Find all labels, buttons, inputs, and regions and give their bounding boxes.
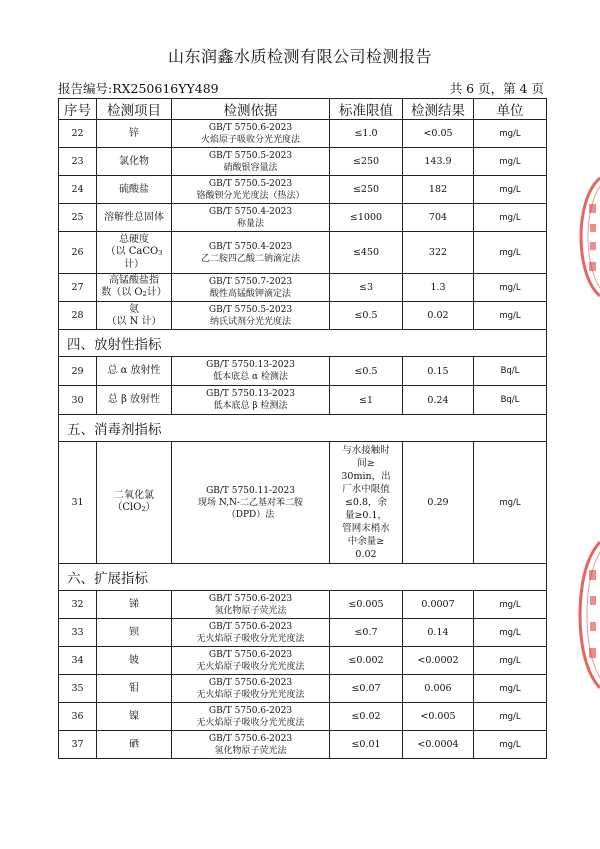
seal-stamp-fragment xyxy=(578,176,600,298)
test-result: 0.15 xyxy=(403,357,474,386)
unit: mg/L xyxy=(474,703,547,731)
section-heading-extended: 六、扩展指标 xyxy=(59,564,547,591)
limit-line: 间≥ xyxy=(357,458,375,469)
basis-method: 无火焰原子吸收分光光度法 xyxy=(196,717,305,728)
basis-standard: GB/T 5750.11-2023 xyxy=(206,485,295,496)
standard-limit: ≤1 xyxy=(330,386,403,415)
header-limit: 标准限值 xyxy=(330,99,403,120)
item-name: 二氧化氯 xyxy=(114,490,154,501)
row-number: 31 xyxy=(59,442,97,564)
table-row xyxy=(59,302,547,330)
test-item: 总 β 放射性 xyxy=(97,386,172,415)
test-result: 704 xyxy=(403,204,474,232)
row-number: 35 xyxy=(59,675,97,703)
table-row xyxy=(59,731,547,759)
basis-standard: GB/T 5750.6-2023 xyxy=(208,122,293,133)
table-row xyxy=(59,591,547,619)
basis-standard: GB/T 5750.7-2023 xyxy=(208,276,293,287)
test-basis xyxy=(172,232,330,274)
standard-limit: ≤0.5 xyxy=(330,357,403,386)
row-number: 22 xyxy=(59,120,97,148)
item-name: 高锰酸盐指 xyxy=(109,275,159,286)
seal-stamp-fragment xyxy=(578,540,600,690)
test-basis xyxy=(172,176,330,204)
standard-limit: ≤0.002 xyxy=(330,647,403,675)
table-row xyxy=(59,675,547,703)
basis-standard: GB/T 5750.6-2023 xyxy=(208,705,293,716)
standard-limit: ≤1000 xyxy=(330,204,403,232)
test-basis xyxy=(172,302,330,330)
standard-limit: ≤0.005 xyxy=(330,591,403,619)
table-row xyxy=(59,357,547,386)
table-row xyxy=(59,148,547,176)
test-result: 0.006 xyxy=(403,675,474,703)
table-row xyxy=(59,619,547,647)
item-qualifier-end: 计） xyxy=(124,259,144,270)
unit: mg/L xyxy=(474,232,547,274)
limit-line: 30min，出 xyxy=(341,471,391,482)
standard-limit: ≤0.5 xyxy=(330,302,403,330)
basis-method: 火焰原子吸收分光光度法 xyxy=(200,134,300,145)
test-item: 镍 xyxy=(97,703,172,731)
test-basis xyxy=(172,619,330,647)
test-result: 0.0007 xyxy=(403,591,474,619)
header-basis: 检测依据 xyxy=(172,99,330,120)
test-result: 0.29 xyxy=(403,442,474,564)
test-basis xyxy=(172,675,330,703)
header-item: 检测项目 xyxy=(97,99,172,120)
item-name: 氨 xyxy=(129,303,139,315)
test-basis xyxy=(172,591,330,619)
test-item: 钡 xyxy=(97,619,172,647)
standard-limit: ≤250 xyxy=(330,148,403,176)
basis-standard: GB/T 5750.6-2023 xyxy=(208,649,293,660)
table-row xyxy=(59,232,547,274)
basis-standard: GB/T 5750.6-2023 xyxy=(208,733,293,744)
report-number: 报告编号:RX250616YY489 xyxy=(58,81,219,96)
basis-standard: GB/T 5750.6-2023 xyxy=(208,593,293,604)
limit-line: 中余量≥ xyxy=(347,536,385,547)
unit: mg/L xyxy=(474,204,547,232)
section-header-row xyxy=(59,330,547,357)
row-number: 29 xyxy=(59,357,97,386)
unit: mg/L xyxy=(474,619,547,647)
basis-standard: GB/T 5750.6-2023 xyxy=(208,621,293,632)
basis-standard: GB/T 5750.6-2023 xyxy=(208,677,293,688)
test-result: 182 xyxy=(403,176,474,204)
unit: mg/L xyxy=(474,675,547,703)
limit-line: 量≥0.1， xyxy=(344,510,388,521)
unit: mg/L xyxy=(474,302,547,330)
standard-limit: ≤250 xyxy=(330,176,403,204)
basis-method: 氢化物原子荧光法 xyxy=(214,605,287,616)
basis-standard: GB/T 5750.13-2023 xyxy=(206,389,295,399)
unit: mg/L xyxy=(474,148,547,176)
results-table xyxy=(58,98,547,759)
section-header-row xyxy=(59,564,547,591)
basis-method: 低本底总 β 检测法 xyxy=(213,401,288,411)
standard-limit: ≤0.07 xyxy=(330,675,403,703)
standard-limit: ≤3 xyxy=(330,274,403,302)
basis-standard: GB/T 5750.4-2023 xyxy=(208,241,293,252)
test-basis xyxy=(172,357,330,386)
basis-method: 铬酸钡分光光度法（热法） xyxy=(196,190,305,201)
test-item: 氯化物 xyxy=(97,148,172,176)
row-number: 34 xyxy=(59,647,97,675)
row-number: 36 xyxy=(59,703,97,731)
section-heading-disinfectant: 五、消毒剂指标 xyxy=(59,415,547,442)
test-item xyxy=(97,302,172,330)
row-number: 24 xyxy=(59,176,97,204)
table-row xyxy=(59,386,547,415)
basis-method: 现场 N,N-二乙基对苯二胺 xyxy=(198,497,303,508)
test-item: 溶解性总固体 xyxy=(97,204,172,232)
item-qualifier: （以 CaCO3 xyxy=(105,246,163,257)
header-seq: 序号 xyxy=(59,99,97,120)
unit: Bq/L xyxy=(474,386,547,415)
test-item: 锑 xyxy=(97,591,172,619)
basis-standard: GB/T 5750.5-2023 xyxy=(208,304,293,315)
table-row xyxy=(59,176,547,204)
basis-method: 乙二胺四乙酸二钠滴定法 xyxy=(200,253,300,264)
test-item xyxy=(97,442,172,564)
basis-standard: GB/T 5750.5-2023 xyxy=(208,178,293,189)
row-number: 27 xyxy=(59,274,97,302)
unit: Bq/L xyxy=(474,357,547,386)
test-basis xyxy=(172,731,330,759)
row-number: 32 xyxy=(59,591,97,619)
test-item: 铍 xyxy=(97,647,172,675)
test-basis xyxy=(172,120,330,148)
test-basis xyxy=(172,204,330,232)
test-item: 硒 xyxy=(97,731,172,759)
basis-method-cont: （DPD）法 xyxy=(226,509,275,520)
item-qualifier: （ClO2） xyxy=(112,502,156,513)
test-result: 0.14 xyxy=(403,619,474,647)
table-row xyxy=(59,120,547,148)
standard-limit: ≤450 xyxy=(330,232,403,274)
standard-limit xyxy=(330,442,403,564)
test-result: <0.05 xyxy=(403,120,474,148)
item-name: 总硬度 xyxy=(119,234,149,245)
test-result: <0.005 xyxy=(403,703,474,731)
test-item xyxy=(97,274,172,302)
basis-method: 称量法 xyxy=(236,218,264,229)
table-row xyxy=(59,647,547,675)
row-number: 28 xyxy=(59,302,97,330)
header-result: 检测结果 xyxy=(403,99,474,120)
basis-standard: GB/T 5750.5-2023 xyxy=(208,150,293,161)
test-result: 0.24 xyxy=(403,386,474,415)
unit: mg/L xyxy=(474,591,547,619)
unit: mg/L xyxy=(474,647,547,675)
item-qualifier: （以 N 计） xyxy=(106,315,162,327)
standard-limit: ≤0.7 xyxy=(330,619,403,647)
standard-limit: ≤1.0 xyxy=(330,120,403,148)
test-basis xyxy=(172,647,330,675)
unit: mg/L xyxy=(474,442,547,564)
table-row xyxy=(59,274,547,302)
test-item: 钼 xyxy=(97,675,172,703)
limit-line: 管网末梢水 xyxy=(342,523,390,534)
basis-method: 低本底总 α 检测法 xyxy=(213,372,288,382)
basis-method: 无火焰原子吸收分光光度法 xyxy=(196,689,305,700)
limit-line: 厂水中限值 xyxy=(342,484,390,495)
limit-line: 与水接触时 xyxy=(342,445,390,456)
test-item: 锌 xyxy=(97,120,172,148)
test-basis xyxy=(172,386,330,415)
table-header-row xyxy=(59,99,547,120)
test-result: <0.0002 xyxy=(403,647,474,675)
standard-limit: ≤0.01 xyxy=(330,731,403,759)
basis-method: 氢化物原子荧光法 xyxy=(214,745,287,756)
basis-method: 酸性高锰酸钾滴定法 xyxy=(209,288,291,299)
page-indicator: 共 6 页，第 4 页 xyxy=(449,81,544,96)
standard-limit: ≤0.02 xyxy=(330,703,403,731)
limit-line: 0.02 xyxy=(355,549,377,560)
section-heading-radioactivity: 四、放射性指标 xyxy=(59,330,547,357)
test-item: 硫酸盐 xyxy=(97,176,172,204)
test-basis xyxy=(172,703,330,731)
test-result: 0.02 xyxy=(403,302,474,330)
row-number: 25 xyxy=(59,204,97,232)
row-number: 23 xyxy=(59,148,97,176)
table-row xyxy=(59,442,547,564)
limit-line: ≤0.8，余 xyxy=(344,497,388,508)
item-qualifier: 数（以 O2计） xyxy=(101,287,167,298)
unit: mg/L xyxy=(474,274,547,302)
test-item xyxy=(97,232,172,274)
unit: mg/L xyxy=(474,120,547,148)
section-header-row xyxy=(59,415,547,442)
row-number: 33 xyxy=(59,619,97,647)
test-basis xyxy=(172,148,330,176)
unit: mg/L xyxy=(474,176,547,204)
row-number: 37 xyxy=(59,731,97,759)
basis-method: 无火焰原子吸收分光光度法 xyxy=(196,661,305,672)
basis-standard: GB/T 5750.4-2023 xyxy=(208,206,293,217)
test-result: 143.9 xyxy=(403,148,474,176)
table-row xyxy=(59,703,547,731)
basis-method: 无火焰原子吸收分光光度法 xyxy=(196,633,305,644)
row-number: 30 xyxy=(59,386,97,415)
table-row xyxy=(59,204,547,232)
unit: mg/L xyxy=(474,731,547,759)
row-number: 26 xyxy=(59,232,97,274)
test-result: <0.0004 xyxy=(403,731,474,759)
basis-method: 纳氏试剂分光光度法 xyxy=(209,316,291,327)
test-basis xyxy=(172,442,330,564)
basis-standard: GB/T 5750.13-2023 xyxy=(206,360,295,370)
report-title: 山东润鑫水质检测有限公司检测报告 xyxy=(167,47,432,66)
basis-method: 硝酸银容量法 xyxy=(223,162,278,173)
test-basis xyxy=(172,274,330,302)
test-result: 1.3 xyxy=(403,274,474,302)
test-item: 总 α 放射性 xyxy=(97,357,172,386)
header-unit: 单位 xyxy=(474,99,547,120)
test-result: 322 xyxy=(403,232,474,274)
